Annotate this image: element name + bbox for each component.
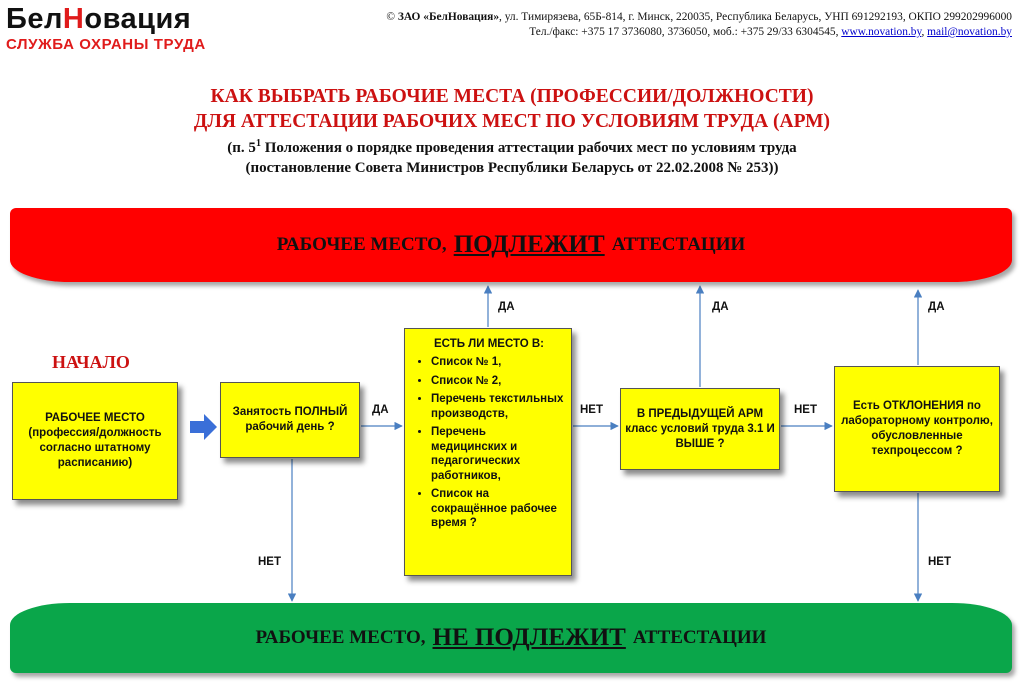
banner-bottom-post: АТТЕСТАЦИИ	[632, 627, 767, 648]
subtitle-line-2: (постановление Совета Министров Республики Беларусь от 22.02.2008 № 253))	[245, 160, 779, 176]
lists-items	[413, 355, 565, 531]
label-no-fullday: НЕТ	[258, 556, 281, 568]
banner-top-emphasis: ПОДЛЕЖИТ	[453, 231, 605, 258]
address-text: , ул. Тимирязева, 65Б-814, г. Минск, 220035, Республика Беларусь, УНП 691292193, ОКПО 299202996000	[499, 11, 1012, 23]
list-item: • Список № 2,	[431, 374, 565, 389]
label-no-deviation: НЕТ	[928, 556, 951, 568]
subtitle-part-b: Положения о порядке проведения аттестации рабочих мест по условиям труда	[260, 140, 797, 156]
logo-brand-letter-h: Н	[62, 3, 85, 35]
start-arrow	[190, 414, 217, 440]
list-item: • Перечень медицинских и педагогических работников,	[431, 425, 565, 483]
logo-slogan: СЛУЖБА ОХРАНЫ ТРУДА	[6, 36, 206, 53]
label-yes-fullday: ДА	[372, 404, 389, 416]
start-label: НАЧАЛО	[52, 352, 130, 372]
subtitle-part-a: (п. 5	[227, 140, 256, 156]
email-link[interactable]: mail@novation.by	[927, 26, 1012, 38]
title-line-2: ДЛЯ АТТЕСТАЦИИ РАБОЧИХ МЕСТ ПО УСЛОВИЯМ ТРУДА (АРМ)	[193, 111, 831, 132]
label-yes-deviation: ДА	[928, 301, 945, 313]
banner-top-post: АТТЕСТАЦИИ	[611, 234, 746, 255]
node-lists-check	[404, 328, 572, 576]
banner-bottom-emphasis: НЕ ПОДЛЕЖИТ	[432, 624, 626, 651]
banner-top-pre: РАБОЧЕЕ МЕСТО,	[276, 234, 447, 255]
banner-bottom-pre: РАБОЧЕЕ МЕСТО,	[255, 627, 426, 648]
phone-text: Тел./факс: +375 17 3736080, 3736050, моб.: +375 29/33 6304545,	[529, 26, 842, 38]
list-item: • Список на сокращённое рабочее время ?	[431, 487, 565, 531]
subtitle-superscript: 1	[255, 138, 261, 149]
logo-brand-part-2: овация	[84, 3, 192, 35]
label-yes-prev: ДА	[712, 301, 729, 313]
list-item: • Перечень текстильных производств,	[431, 392, 565, 421]
node-workplace: РАБОЧЕЕ МЕСТО (профессия/должность согласно штатному расписанию)	[12, 382, 178, 500]
link-separator: ,	[921, 26, 928, 38]
node-lab-deviations: Есть ОТКЛОНЕНИЯ по лабораторному контролю, обусловленные техпроцессом ?	[834, 366, 1000, 492]
node-previous-attestation: В ПРЕДЫДУЩЕЙ АРМ класс условий труда 3.1 И ВЫШЕ ?	[620, 388, 780, 470]
label-no-prev: НЕТ	[794, 404, 817, 416]
lists-header: ЕСТЬ ЛИ МЕСТО В:	[434, 338, 544, 350]
label-yes-lists: ДА	[498, 301, 515, 313]
title-line-1: КАК ВЫБРАТЬ РАБОЧИЕ МЕСТА (ПРОФЕССИИ/ДОЛЖНОСТИ)	[210, 86, 814, 107]
banner-not-subject-to-attestation	[10, 603, 1012, 673]
banner-subject-to-attestation	[10, 208, 1012, 282]
copyright-mark: ©	[386, 11, 398, 23]
label-no-lists: НЕТ	[580, 404, 603, 416]
company-name: ЗАО «БелНовация»	[397, 11, 500, 23]
list-item: • Список № 1,	[431, 355, 565, 370]
website-link[interactable]: www.novation.by	[841, 26, 922, 38]
logo-brand-part-1: Бел	[6, 3, 63, 35]
node-full-workday: Занятость ПОЛНЫЙ рабочий день ?	[220, 382, 360, 458]
